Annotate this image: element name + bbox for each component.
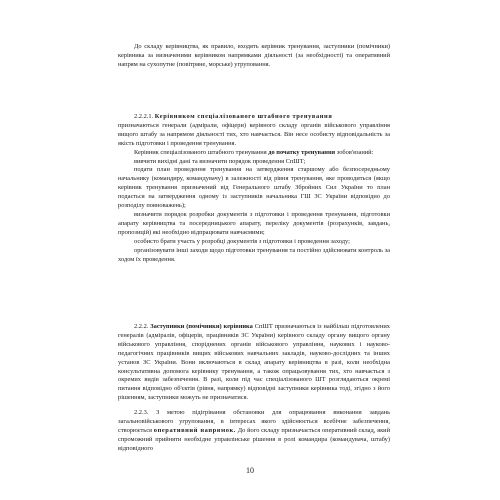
deputies-paragraph bbox=[118, 323, 390, 403]
intro-paragraph: До складу керівництва, як правило, входять керівник тренування, заступники (помічники) керівника за визначеними керівником напрямками діяльності (за необхідності) та оперативний напрям на сухопутне (повітряне, морське) угруповання. bbox=[118, 43, 390, 68]
section-title: Заступники (помічники) керівника bbox=[150, 323, 253, 330]
intro-block bbox=[118, 43, 390, 70]
paragraph-tail: До його складу призначається оперативний склад, який спроможний прийняти необхідне управлінське рішення в ролі командира (командувача, штабу) відповідного bbox=[118, 426, 391, 452]
deputies-body: СпШТ призначаються із найбільш підготовлених генералів (адміралів, офіцерів, працівників ЗС України) керівного складу органу вищого органу військового управління, споріднених органів військового управління, наукових і науково-педагогічних працівників вищих військових навчальних закладів, науково-дослідних та інших установ ЗС України. Вони включаються в склад апарату керівництва в разі, коли необхідна консультативна допомога керівнику тренування, а також опрацьовування тих, хто навчається з окремих видів забезпечення. В разі, коли під час спеціалізованого ШТ розглядаються окремі питання відповідно об'єктів (рівня, напрямку) відповідні заступники керівника тоді, згідно з його рішенням, заступники можуть не призначатися. bbox=[118, 323, 390, 402]
section-heading bbox=[118, 113, 390, 122]
duty-item: подати план проведення тренування на затвердження старшому або безпосередньому начальнику (командиру, командувачу) в залежності від рівня тренування, яке проводиться (якщо керівник тренування призначений від Генерального штабу Збройних Сил України то план подається на затвердження одному із заступників начальника ГШ ЗС України відповідно до розподілу повноважень); bbox=[118, 166, 390, 210]
duties-intro bbox=[118, 149, 390, 158]
duty-item: вивчити вихідні дані та визначити порядок проведення СпШТ; bbox=[134, 157, 306, 165]
section-lead: призначаються генерали (адмірали, офіцери) керівного складу органів військового управління вищого штабу за напрямом діяльності тих, хто навчається. Він несе особисту відповідальність за якість підготовки і проведення тренування. bbox=[118, 121, 390, 147]
duties-intro-emphasis: до початку тренування bbox=[268, 148, 336, 156]
operational-direction-paragraph bbox=[118, 409, 390, 454]
duty-item: особисто брати участь у розробці документів з підготовки і проведення заходу; bbox=[134, 237, 350, 245]
duty-item: визначити порядок розробки документів з підготовки і проведення тренування, підготовки апарату керівництва та посередницького апарату, переліку документів (розрахунків, завдань, пропозицій) які необхідно відпрацювати навчаємими; bbox=[118, 210, 390, 236]
section-2-2-3 bbox=[118, 409, 390, 454]
section-title: Керівником спеціалізованого штабного тренування bbox=[154, 113, 333, 120]
section-2-2-2 bbox=[118, 323, 390, 403]
duty-item: організовувати інші заходи щодо підготовки тренування та постійно здійснювати контроль за ходом їх проведення. bbox=[118, 246, 390, 263]
duties-intro-text: Керівник спеціалізованого штабного тренування bbox=[134, 148, 269, 156]
duties-intro-tail: зобов'язаний: bbox=[335, 148, 374, 156]
page-number: 10 bbox=[246, 466, 254, 475]
section-number: 2.2.2. bbox=[134, 323, 149, 330]
section-number: 2.2.2.1. bbox=[134, 113, 154, 120]
paragraph-emphasis: оперативний напрямок. bbox=[153, 426, 237, 434]
paragraph-text: 2.2.3. З метою підігрівання обстановки для опрацювання виконання завдань загальновійськового угруповання, в інтересах якого здійснюється всебічне забезпечення, створюється bbox=[118, 409, 390, 434]
section-2-2-2-1 bbox=[118, 113, 390, 264]
